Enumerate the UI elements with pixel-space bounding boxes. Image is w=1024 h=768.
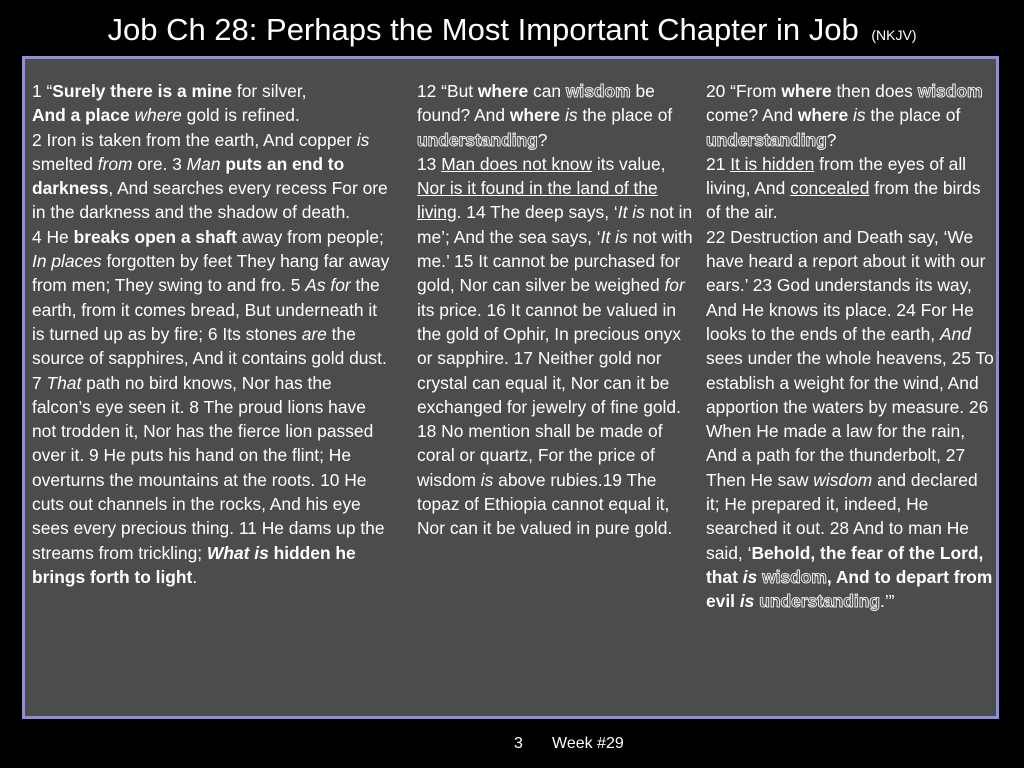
slide-number: 3 [514,735,523,752]
text-run: 4 He [32,226,74,247]
column-1 [32,79,394,589]
emphasis-bold: Surely there is a mine [52,81,233,101]
highlight-understanding: understanding [706,129,827,150]
text-run: ? [826,129,837,150]
emphasis-italic: And [939,323,971,344]
text-run: not in me’; And the sea says, ‘ [417,202,693,247]
highlight-understanding: understanding [759,591,880,612]
text-run: forgotten by feet They hang far away from men; They swing to and fro. 5 [32,251,390,296]
week-label: Week #29 [552,735,624,752]
text-run: gold is refined. [181,105,300,126]
emphasis-italic: As for [305,275,351,296]
emphasis-italic: for [664,275,685,296]
emphasis-bold: breaks open a shaft [73,226,237,247]
text-run: above rubies.19 The topaz of Ethiopia cannot equal it, Nor can it be valued in pure gold. [417,469,673,539]
emphasis-bold-italic: What is [206,542,269,563]
text-run: 22 Destruction and Death say, ‘We have heard a report about it with our ears.’ 23 God understands its way, And He knows its place. 24 For He looks to the ends of the earth, [706,226,986,344]
text-run: can [528,81,566,101]
text-run: , And searches every recess For ore in the darkness and the shadow of death. [32,178,388,223]
emphasis-italic: That [46,372,82,393]
verses-12-19 [417,79,695,541]
emphasis-italic: It is [617,202,645,223]
text-run: . 14 The deep says, ‘ [456,202,618,223]
scripture-panel [22,56,999,719]
text-run: the source of sapphires, And it contains gold dust. 7 [32,323,387,393]
emphasis-italic: where [134,105,182,126]
text-run: not with me.’ 15 It cannot be purchased for gold, Nor can silver be weighed [417,226,693,296]
emphasis-bold: where [509,105,561,126]
text-run: its value, [592,153,666,174]
emphasis-bold: where [477,81,529,101]
text-run: path no bird knows, Nor has the falcon’s eye seen it. 8 The proud lions have not trodden it, Nor has the fierce lion passed over it. 9 He puts his hand on the flint; He overturns the mountains at the roots. 10 He cuts out channels in the rocks, And his eye sees every precious thing. 11 He dams up the streams from trickling; [32,372,385,563]
emphasis-bold: where [781,81,832,101]
emphasis-italic: is [564,105,578,126]
text-run: come? And [706,105,798,126]
text-run: 13 [417,153,442,174]
emphasis-italic: wisdom [813,469,873,490]
underlined-phrase: It is hidden [730,153,815,174]
emphasis-bold: , And to depart from evil [706,566,993,612]
emphasis-bold-italic: is [742,566,758,587]
emphasis-bold: hidden he brings forth to light [32,542,356,587]
emphasis-italic: from [97,153,133,174]
emphasis-italic: Man [186,153,221,174]
emphasis-bold: where [797,105,849,126]
text-run: . [192,566,198,587]
text-run: and declared it; He prepared it, indeed, He searched it out. 28 And to man He said, ‘ [706,469,978,563]
emphasis-italic: is [356,129,370,150]
verses-20-28 [706,79,994,614]
column-2 [417,79,695,541]
text-run: smelted [32,153,98,174]
column-3 [706,79,994,614]
text-run: 21 [706,153,731,174]
emphasis-bold-italic: is [739,591,755,612]
emphasis-italic: is [852,105,866,126]
title-main: Job Ch 28: Perhaps the Most Important Chapter in Job [107,12,859,47]
text-run: then does [831,81,918,101]
text-run: for silver, [232,81,307,101]
highlight-wisdom: wisdom [762,566,827,587]
title-version: (NKJV) [871,27,917,43]
text-run: away from people; [236,226,384,247]
text-run: the place of [577,105,673,126]
emphasis-italic: In places [32,251,102,272]
text-run: the earth, from it comes bread, But underneath it is turned up as by fire; 6 Its stones [32,275,380,344]
highlight-understanding: understanding [417,129,538,150]
emphasis-bold: Behold, the fear of the Lord, that [706,542,984,587]
emphasis-italic: It is [600,226,628,247]
text-run: 1 “ [32,81,53,101]
underlined-phrase: concealed [790,178,870,199]
text-run: .’” [879,591,895,612]
text-run: the place of [865,105,961,126]
verses-1-11 [32,79,394,589]
text-run: ore. 3 [132,153,187,174]
text-run: from the birds of the air. [706,178,981,223]
underlined-phrase: Nor is it found in the land of the living [417,178,658,223]
emphasis-italic: is [480,469,494,490]
text-run: 20 “From [706,81,782,101]
text-run: 2 Iron is taken from the earth, And copper [32,129,357,150]
text-run: be found? And [417,81,655,126]
text-run: 12 “But [417,81,478,101]
underlined-phrase: Man does not know [441,153,592,174]
text-run: ? [537,129,548,150]
emphasis-bold: puts an end to darkness [32,153,345,199]
emphasis-bold: And a place [32,105,130,126]
highlight-wisdom: wisdom [565,81,631,101]
text-run: sees under the whole heavens, 25 To establish a weight for the wind, And apportion the waters by measure. 26 When He made a law for the rain, And a path for the thunderbolt, 27 Then He saw [706,348,994,490]
text-run: from the eyes of all living, And [706,153,967,199]
highlight-wisdom: wisdom [917,81,983,101]
emphasis-italic: are [301,323,327,344]
text-run: its price. 16 It cannot be valued in the gold of Ophir, In precious onyx or sapphire. 17 Neither gold nor crystal can equal it, Nor can it be exchanged for jewelry of fine gold. 18 No mention shall be made of coral or quartz, For the price of wisdom [417,299,681,490]
slide-title [0,10,1024,55]
